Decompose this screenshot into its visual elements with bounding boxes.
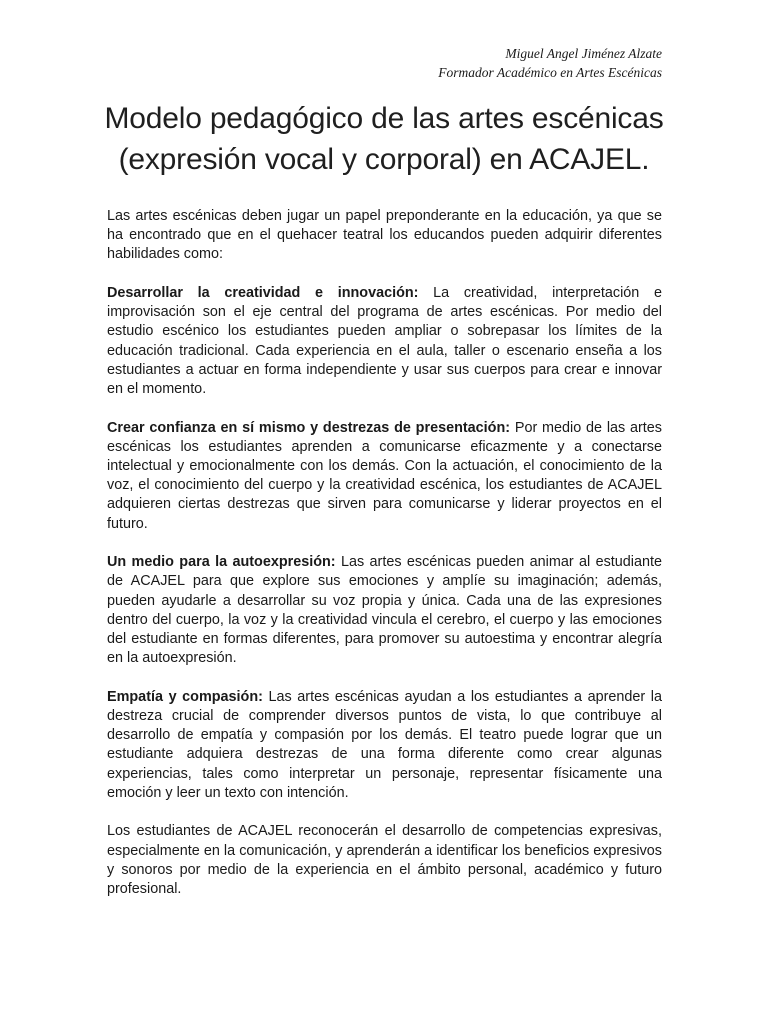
section-confianza — [107, 419, 662, 534]
document-title — [60, 98, 708, 180]
author-name: Miguel Angel Jiménez Alzate — [505, 46, 662, 61]
section-text: Las artes escénicas ayudan a los estudiantes a aprender la destreza crucial de comprender diversos puntos de vista, lo que contribuye al desarrollo de empatía y compasión por los demás. El teatro puede lograr que un estudiante adquiera destrezas de una forma diferente como crear algunas experiencias, tales como interpretar un personaje, representar físicamente una emoción y leer un texto con intención. — [107, 688, 662, 801]
conclusion-paragraph: Los estudiantes de ACAJEL reconocerán el desarrollo de competencias expresivas, especialmente en la comunicación, y aprenderán a identificar los beneficios expresivos y sonoros por medio de la experiencia en el ámbito personal, académico y futuro profesional. — [107, 823, 662, 898]
section-heading: Desarrollar la creatividad e innovación: — [107, 285, 419, 301]
section-autoexpresion — [107, 553, 662, 668]
title-line-1: Modelo pedagógico de las artes escénicas — [104, 102, 664, 135]
document-body — [107, 207, 662, 919]
author-block — [438, 44, 662, 82]
intro-paragraph: Las artes escénicas deben jugar un papel preponderante en la educación, ya que se ha encontrado que en el quehacer teatral los educandos pueden adquirir diferentes habilidades como: — [107, 208, 662, 263]
section-empatia — [107, 688, 662, 803]
section-text: Las artes escénicas pueden animar al estudiante de ACAJEL para que explore sus emociones y amplíe su imaginación; además, pueden ayudarle a desarrollar su voz propia y única. Cada una de las expresiones dentro del cuerpo, la voz y la creatividad vincula el cerebro, el cuerpo y las emociones del estudiante en formas diferentes, para promover su autoestima y encontrar alegría en la autoexpresión. — [107, 554, 662, 667]
section-heading: Crear confianza en sí mismo y destrezas de presentación: — [107, 419, 511, 436]
section-heading: Un medio para la autoexpresión: — [107, 554, 336, 571]
section-text: La creatividad, interpretación e improvisación son el eje central del programa de artes escénicas. Por medio del estudio escénico los estudiantes pueden ampliar o sobrepasar los límites de la educación tradicional. Cada experiencia en el aula, taller o escenario enseña a los estudiantes a actuar en forma independiente y usar sus cuerpos para crear e innovar en el momento. — [107, 285, 662, 398]
section-creatividad — [107, 284, 662, 399]
section-text: Por medio de las artes escénicas los estudiantes aprenden a comunicarse eficazmente y a conectarse intelectual y emocionalmente con los demás. Con la actuación, el conocimiento de la voz, el conocimiento del cuerpo y la creatividad escénica, los estudiantes de ACAJEL adquieren ciertas destrezas que sirven para comunicarse y liderar proyectos en el futuro. — [107, 419, 662, 532]
section-heading: Empatía y compasión: — [107, 688, 263, 705]
author-role: Formador Académico en Artes Escénicas — [438, 65, 662, 80]
title-line-2: (expresión vocal y corporal) en ACAJEL. — [118, 143, 650, 176]
